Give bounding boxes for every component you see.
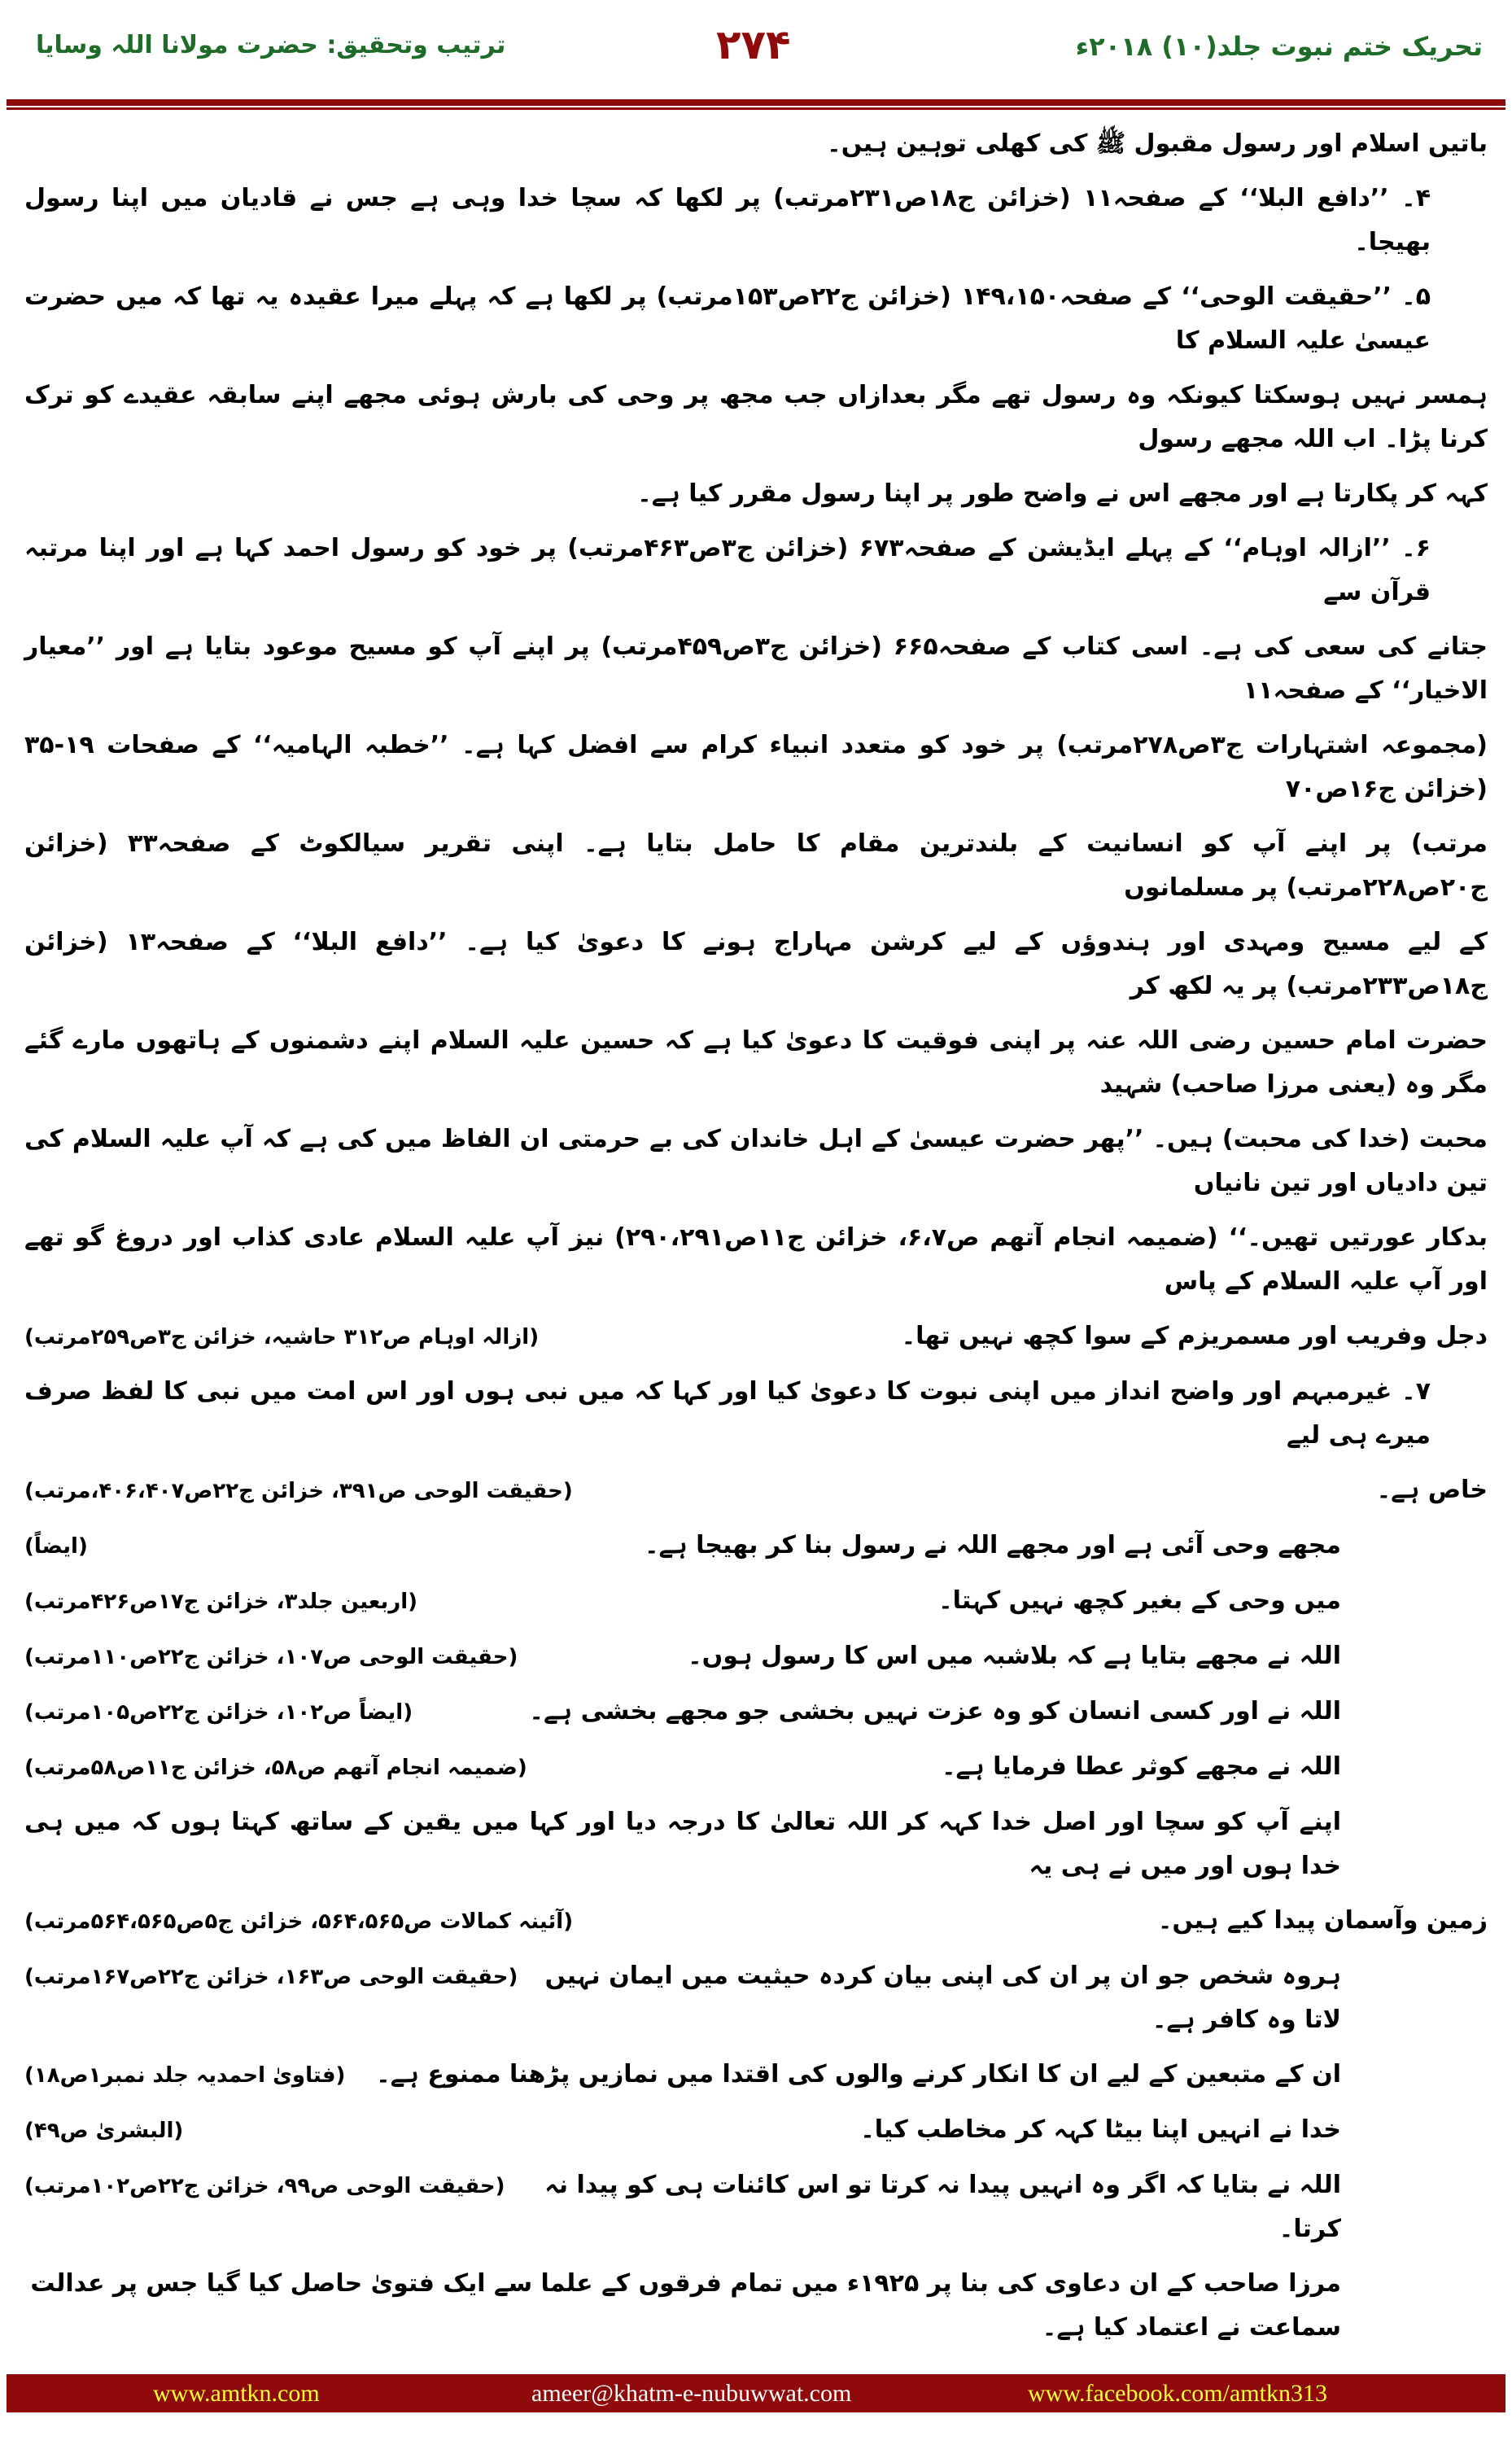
text-line [24,1370,1488,1458]
line-text: اللہ نے مجھے کوثر عطا فرمایا ہے۔ [941,1752,1341,1781]
email-link[interactable]: ameer@khatm-e-nubuwwat.com [531,2380,852,2407]
text-line [24,1468,1488,1513]
compiler-credit: ترتیب وتحقیق: حضرت مولانا اللہ وسایا [36,31,506,59]
line-text: اللہ نے بتایا کہ اگر وہ انہیں پیدا نہ کرتا تو اس کائنات ہی کو پیدا نہ کرتا۔ [544,2171,1341,2243]
facebook-link[interactable]: www.facebook.com/amtkn313 [1028,2380,1327,2407]
line-text: مرزا صاحب کے ان دعاوی کی بنا پر ۱۹۲۵ء میں تمام فرقوں کے علما سے ایک فتویٰ حاصل کیا گیا جس پر عدالت سماعت نے اعتماد کیا ہے۔ [30,2269,1341,2342]
website-link[interactable]: www.amtkn.com [153,2380,320,2407]
text-line [24,724,1488,811]
citation: (ضمیمہ انجام آتھم ص۵۸، خزائن ج۱۱ص۵۸مرتب) [24,1756,527,1780]
line-text: دجل وفریب اور مسمریزم کے سوا کچھ نہیں تھا۔ [901,1322,1488,1350]
citation: (حقیقت الوحی ص۹۹، خزائن ج۲۲ص۱۰۲مرتب) [24,2174,505,2198]
line-text: مرتب) پر اپنے آپ کو انسانیت کے بلندترین مقام کا حامل بتایا ہے۔ اپنی تقریر سیالکوٹ کے صفحہ۳۳ (خزائن ج۲۰ص۲۲۸مرتب) پر مسلمانوں [24,829,1488,902]
text-line [24,1954,1488,2042]
line-text: اللہ نے اور کسی انسان کو وہ عزت نہیں بخشی جو مجھے بخشی ہے۔ [529,1697,1341,1725]
text-line [24,1314,1488,1359]
citation: (آئینہ کمالات ص۵۶۴،۵۶۵، خزائن ج۵ص۵۶۴،۵۶۵مرتب) [24,1909,574,1934]
text-line [24,177,1488,265]
line-text: ۷۔ غیرمبہم اور واضح انداز میں اپنی نبوت کا دعویٰ کیا اور کہا کہ میں نبی ہوں اور اس امت میں نبی کا لفظ صرف میرے ہی لیے [24,1377,1431,1450]
page-body [24,122,1488,2350]
text-line [24,122,1488,166]
line-text: میں وحی کے بغیر کچھ نہیں کہتا۔ [938,1586,1341,1615]
citation: (اربعین جلد۳، خزائن ج۱۷ص۴۲۶مرتب) [24,1590,418,1614]
text-line [24,1800,1488,1888]
text-line [24,1579,1488,1624]
citation: (ایضاً ص۱۰۲، خزائن ج۲۲ص۱۰۵مرتب) [24,1700,413,1725]
line-text: حضرت امام حسین رضی اللہ عنہ پر اپنی فوقیت کا دعویٰ کیا ہے کہ حسین علیہ السلام اپنے دشمنوں کے ہاتھوں مارے گئے مگر وہ (یعنی مرزا صاحب) شہید [24,1026,1488,1099]
header-rule-thin [7,107,1505,110]
text-line [24,374,1488,461]
citation: (ایضاً) [24,1534,88,1559]
text-line [24,1216,1488,1304]
text-line [24,2262,1488,2350]
line-text: ۵۔ ’’حقیقت الوحی‘‘ کے صفحہ۱۴۹،۱۵۰ (خزائن ج۲۲ص۱۵۳مرتب) پر لکھا ہے کہ پہلے میرا عقیدہ یہ تھا کہ میں حضرت عیسیٰ علیہ السلام کا [24,282,1431,355]
line-text: اپنے آپ کو سچا اور اصل خدا کہہ کر اللہ تعالیٰ کا درجہ دیا اور کہا میں یقین کے ساتھ کہتا ہوں کہ میں ہی خدا ہوں اور میں نے ہی یہ [24,1808,1341,1880]
text-line [24,1899,1488,1944]
text-line [24,921,1488,1008]
text-line [24,1634,1488,1679]
page-header [0,0,1512,122]
header-rule-thick [7,99,1505,106]
book-title: تحریک ختم نبوت جلد(۱۰) ۲۰۱۸ء [1075,31,1483,62]
citation: (البشریٰ ص۴۹) [24,2119,184,2143]
line-text: ان کے متبعین کے لیے ان کا انکار کرنے والوں کی اقتدا میں نمازیں پڑھنا ممنوع ہے۔ [376,2060,1341,2089]
line-text: کے لیے مسیح ومہدی اور ہندوؤں کے لیے کرشن مہاراج ہونے کا دعویٰ کیا ہے۔ ’’دافع البلا‘‘ کے صفحہ۱۳ (خزائن ج۱۸ص۲۳۳مرتب) پر یہ لکھ کر [24,928,1488,1000]
citation: (فتاویٰ احمدیہ جلد نمبر۱ص۱۸) [24,2063,346,2088]
line-text: زمین وآسمان پیدا کیے ہیں۔ [1157,1906,1488,1935]
text-line [24,2108,1488,2153]
text-line [24,625,1488,713]
line-text: اللہ نے مجھے بتایا ہے کہ بلاشبہ میں اس کا رسول ہوں۔ [688,1642,1341,1670]
text-line [24,275,1488,363]
line-text: بدکار عورتیں تھیں۔‘‘ (ضمیمہ انجام آتھم ص۶،۷، خزائن ج۱۱ص۲۹۰،۲۹۱) نیز آپ علیہ السلام عادی کذاب اور دروغ گو تھے اور آپ علیہ السلام کے پاس [24,1223,1488,1296]
citation: (حقیقت الوحی ص۱۶۳، خزائن ج۲۲ص۱۶۷مرتب) [24,1965,518,1989]
line-text: جتانے کی سعی کی ہے۔ اسی کتاب کے صفحہ۶۶۵ (خزائن ج۳ص۴۵۹مرتب) پر اپنے آپ کو مسیح موعود بتایا ہے اور ’’معیار الاخیار‘‘ کے صفحہ۱۱ [24,632,1488,705]
text-line [24,2053,1488,2097]
line-text: محبت (خدا کی محبت) ہیں۔ ’’پھر حضرت عیسیٰ کے اہل خاندان کی بے حرمتی ان الفاظ میں کی ہے کہ آپ علیہ السلام کی تین دادیاں اور تین نانیاں [24,1125,1488,1197]
text-line [24,2163,1488,2251]
text-line [24,1019,1488,1107]
line-text: ۴۔ ’’دافع البلا‘‘ کے صفحہ۱۱ (خزائن ج۱۸ص۲۳۱مرتب) پر لکھا کہ سچا خدا وہی ہے جس نے قادیان میں اپنا رسول بھیجا۔ [24,184,1431,256]
text-line [24,472,1488,516]
text-line [24,1745,1488,1790]
text-line [24,1524,1488,1568]
text-line [24,527,1488,615]
line-text: خدا نے انہیں اپنا بیٹا کہہ کر مخاطب کیا۔ [860,2115,1341,2144]
citation: (حقیقت الوحی ص۳۹۱، خزائن ج۲۲ص۴۰۶،۴۰۷،مرتب) [24,1479,573,1503]
line-text: ہروہ شخص جو ان پر ان کی اپنی بیان کردہ حیثیت میں ایمان نہیں لاتا وہ کافر ہے۔ [544,1962,1341,2034]
citation: (حقیقت الوحی ص۱۰۷، خزائن ج۲۲ص۱۱۰مرتب) [24,1645,518,1669]
text-line [24,1118,1488,1205]
line-text: ۶۔ ’’ازالہ اوہام‘‘ کے پہلے ایڈیشن کے صفحہ۶۷۳ (خزائن ج۳ص۴۶۳مرتب) پر خود کو رسول احمد کہا ہے اور اپنا مرتبہ قرآن سے [24,534,1431,606]
page-number: ۲۷۴ [716,21,791,68]
line-text: خاص ہے۔ [1376,1476,1488,1504]
line-text: ہمسر نہیں ہوسکتا کیونکہ وہ رسول تھے مگر بعدازاں جب مجھ پر وحی کی بارش ہوئی مجھے اپنے سابقہ عقیدے کو ترک کرنا پڑا۔ اب اللہ مجھے رسول [24,381,1488,453]
line-text: (مجموعہ اشتہارات ج۳ص۲۷۸مرتب) پر خود کو متعدد انبیاء کرام سے افضل کہا ہے۔ ’’خطبہ الہامیہ‘‘ کے صفحات ۱۹-۳۵ (خزائن ج۱۶ص۷۰ [24,731,1488,803]
line-text: مجھے وحی آئی ہے اور مجھے اللہ نے رسول بنا کر بھیجا ہے۔ [644,1531,1341,1559]
line-text: کہہ کر پکارتا ہے اور مجھے اس نے واضح طور پر اپنا رسول مقرر کیا ہے۔ [637,479,1488,508]
citation: (ازالہ اوہام ص۳۱۲ حاشیہ، خزائن ج۳ص۲۵۹مرتب) [24,1325,540,1349]
text-line [24,822,1488,910]
line-text: باتیں اسلام اور رسول مقبول ﷺ کی کھلی توہین ہیں۔ [827,129,1488,158]
page-footer [7,2374,1505,2412]
text-line [24,1690,1488,1734]
